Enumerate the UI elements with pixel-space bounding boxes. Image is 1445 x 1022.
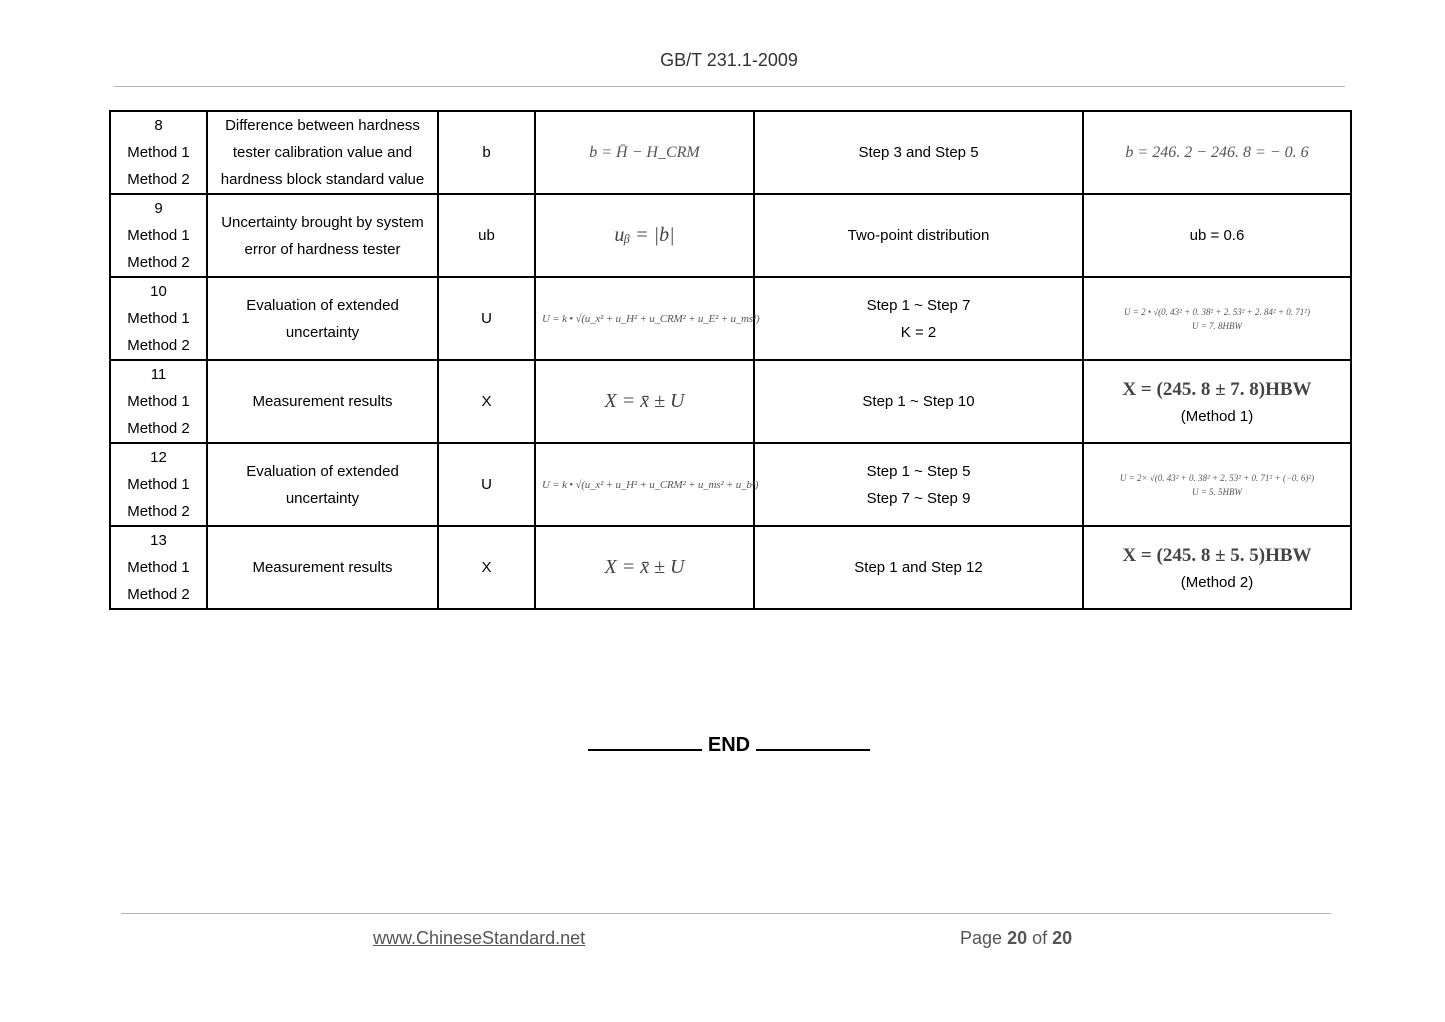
formula-text: X = x̄ ± U bbox=[604, 389, 685, 412]
source-cell bbox=[754, 277, 1083, 360]
method-1-label: Method 1 bbox=[127, 227, 190, 244]
method-1-label: Method 1 bbox=[127, 559, 190, 576]
header-divider bbox=[114, 86, 1345, 87]
table-row bbox=[110, 111, 1351, 194]
method-1-label: Method 1 bbox=[127, 144, 190, 161]
result-text: X = (245. 8 ± 7. 8)HBW bbox=[1122, 378, 1312, 400]
symbol-cell: U bbox=[438, 443, 535, 526]
result-cell bbox=[1083, 526, 1351, 609]
method-1-label: Method 1 bbox=[127, 393, 190, 410]
end-marker bbox=[0, 733, 1445, 757]
result-cell bbox=[1083, 360, 1351, 443]
description-cell: Evaluation of extended uncertainty bbox=[207, 443, 438, 526]
source-line-1: Step 1 ~ Step 5 bbox=[866, 462, 971, 480]
source-line-2: Step 7 ~ Step 9 bbox=[866, 489, 971, 507]
step-cell bbox=[110, 526, 207, 609]
step-number: 11 bbox=[150, 366, 167, 383]
table-row bbox=[110, 194, 1351, 277]
formula-cell bbox=[535, 526, 754, 609]
result-text: X = (245. 8 ± 5. 5)HBW bbox=[1122, 544, 1312, 566]
source-cell: Step 1 and Step 12 bbox=[754, 526, 1083, 609]
result-note: (Method 2) bbox=[1180, 573, 1254, 591]
step-cell bbox=[110, 443, 207, 526]
formula-cell bbox=[535, 443, 759, 526]
method-2-label: Method 2 bbox=[127, 171, 190, 188]
website-link[interactable]: www.ChineseStandard.net bbox=[373, 928, 586, 948]
page-of: of bbox=[1032, 928, 1048, 948]
symbol-cell: X bbox=[438, 526, 535, 609]
step-cell bbox=[110, 111, 207, 194]
symbol-cell: U bbox=[438, 277, 535, 360]
formula-text: U = k • √(u_x² + u_H² + u_CRM² + u_E² + u_ms²) bbox=[542, 313, 760, 325]
source-line-2: K = 2 bbox=[900, 323, 937, 341]
table-row bbox=[110, 277, 1351, 360]
end-rule-left bbox=[588, 733, 702, 751]
formula-cell bbox=[535, 360, 754, 443]
table-row bbox=[110, 526, 1351, 609]
method-2-label: Method 2 bbox=[127, 503, 190, 520]
result-note: (Method 1) bbox=[1180, 407, 1254, 425]
description-cell: Measurement results bbox=[207, 526, 438, 609]
table-row bbox=[110, 360, 1351, 443]
result-cell bbox=[1083, 277, 1351, 360]
result-line-1: U = 2 • √(0. 43² + 0. 38² + 2. 53² + 2. 84² + 0. 71²) bbox=[1124, 306, 1310, 317]
formula-cell bbox=[535, 111, 754, 194]
source-cell bbox=[754, 443, 1083, 526]
page-total: 20 bbox=[1052, 928, 1073, 948]
page-current: 20 bbox=[1007, 928, 1028, 948]
method-2-label: Method 2 bbox=[127, 420, 190, 437]
step-number: 9 bbox=[154, 200, 163, 217]
method-2-label: Method 2 bbox=[127, 337, 190, 354]
source-line-1: Step 1 ~ Step 7 bbox=[866, 296, 971, 314]
step-cell bbox=[110, 360, 207, 443]
step-number: 10 bbox=[150, 283, 167, 300]
result-line-2: U = 7. 8HBW bbox=[1191, 320, 1243, 331]
description-cell: Difference between hardness tester calibration value and hardness block standard value bbox=[207, 111, 438, 194]
end-rule-right bbox=[756, 733, 870, 751]
source-cell: Step 1 ~ Step 10 bbox=[754, 360, 1083, 443]
method-2-label: Method 2 bbox=[127, 586, 190, 603]
footer-divider bbox=[121, 913, 1331, 914]
method-2-label: Method 2 bbox=[127, 254, 190, 271]
formula-text: b = H̄ − H_CRM bbox=[589, 144, 700, 161]
result-cell: ub = 0.6 bbox=[1083, 194, 1351, 277]
step-cell bbox=[110, 277, 207, 360]
page-label: Page bbox=[960, 928, 1003, 948]
source-cell: Step 3 and Step 5 bbox=[754, 111, 1083, 194]
result-text: b = 246. 2 − 246. 8 = − 0. 6 bbox=[1125, 144, 1309, 161]
method-1-label: Method 1 bbox=[127, 310, 190, 327]
description-cell: Uncertainty brought by system error of hardness tester bbox=[207, 194, 438, 277]
description-cell: Evaluation of extended uncertainty bbox=[207, 277, 438, 360]
source-cell: Two-point distribution bbox=[754, 194, 1083, 277]
document-code: GB/T 231.1-2009 bbox=[660, 50, 798, 70]
result-line-2: U = 5. 5HBW bbox=[1191, 486, 1243, 497]
uncertainty-table bbox=[109, 110, 1352, 610]
description-cell: Measurement results bbox=[207, 360, 438, 443]
page-indicator bbox=[960, 928, 1072, 949]
table-row bbox=[110, 443, 1351, 526]
result-cell bbox=[1083, 111, 1351, 194]
method-1-label: Method 1 bbox=[127, 476, 190, 493]
symbol-cell: ub bbox=[438, 194, 535, 277]
step-number: 13 bbox=[150, 532, 167, 549]
result-line-1: U = 2× √(0. 43² + 0. 38² + 2. 53² + 0. 71² + (−0. 6)²) bbox=[1119, 472, 1315, 483]
symbol-cell: X bbox=[438, 360, 535, 443]
formula-cell bbox=[535, 194, 754, 277]
step-number: 8 bbox=[154, 117, 163, 134]
result-cell bbox=[1083, 443, 1351, 526]
formula-text: X = x̄ ± U bbox=[604, 555, 685, 578]
formula-cell bbox=[535, 277, 760, 360]
step-cell bbox=[110, 194, 207, 277]
formula-text: U = k • √(u_x² + u_H² + u_CRM² + u_ms² + u_b²) bbox=[542, 479, 759, 491]
formula-text: uᵦ = |b| bbox=[614, 223, 675, 246]
symbol-cell: b bbox=[438, 111, 535, 194]
end-text: END bbox=[707, 734, 751, 756]
step-number: 12 bbox=[150, 449, 167, 466]
